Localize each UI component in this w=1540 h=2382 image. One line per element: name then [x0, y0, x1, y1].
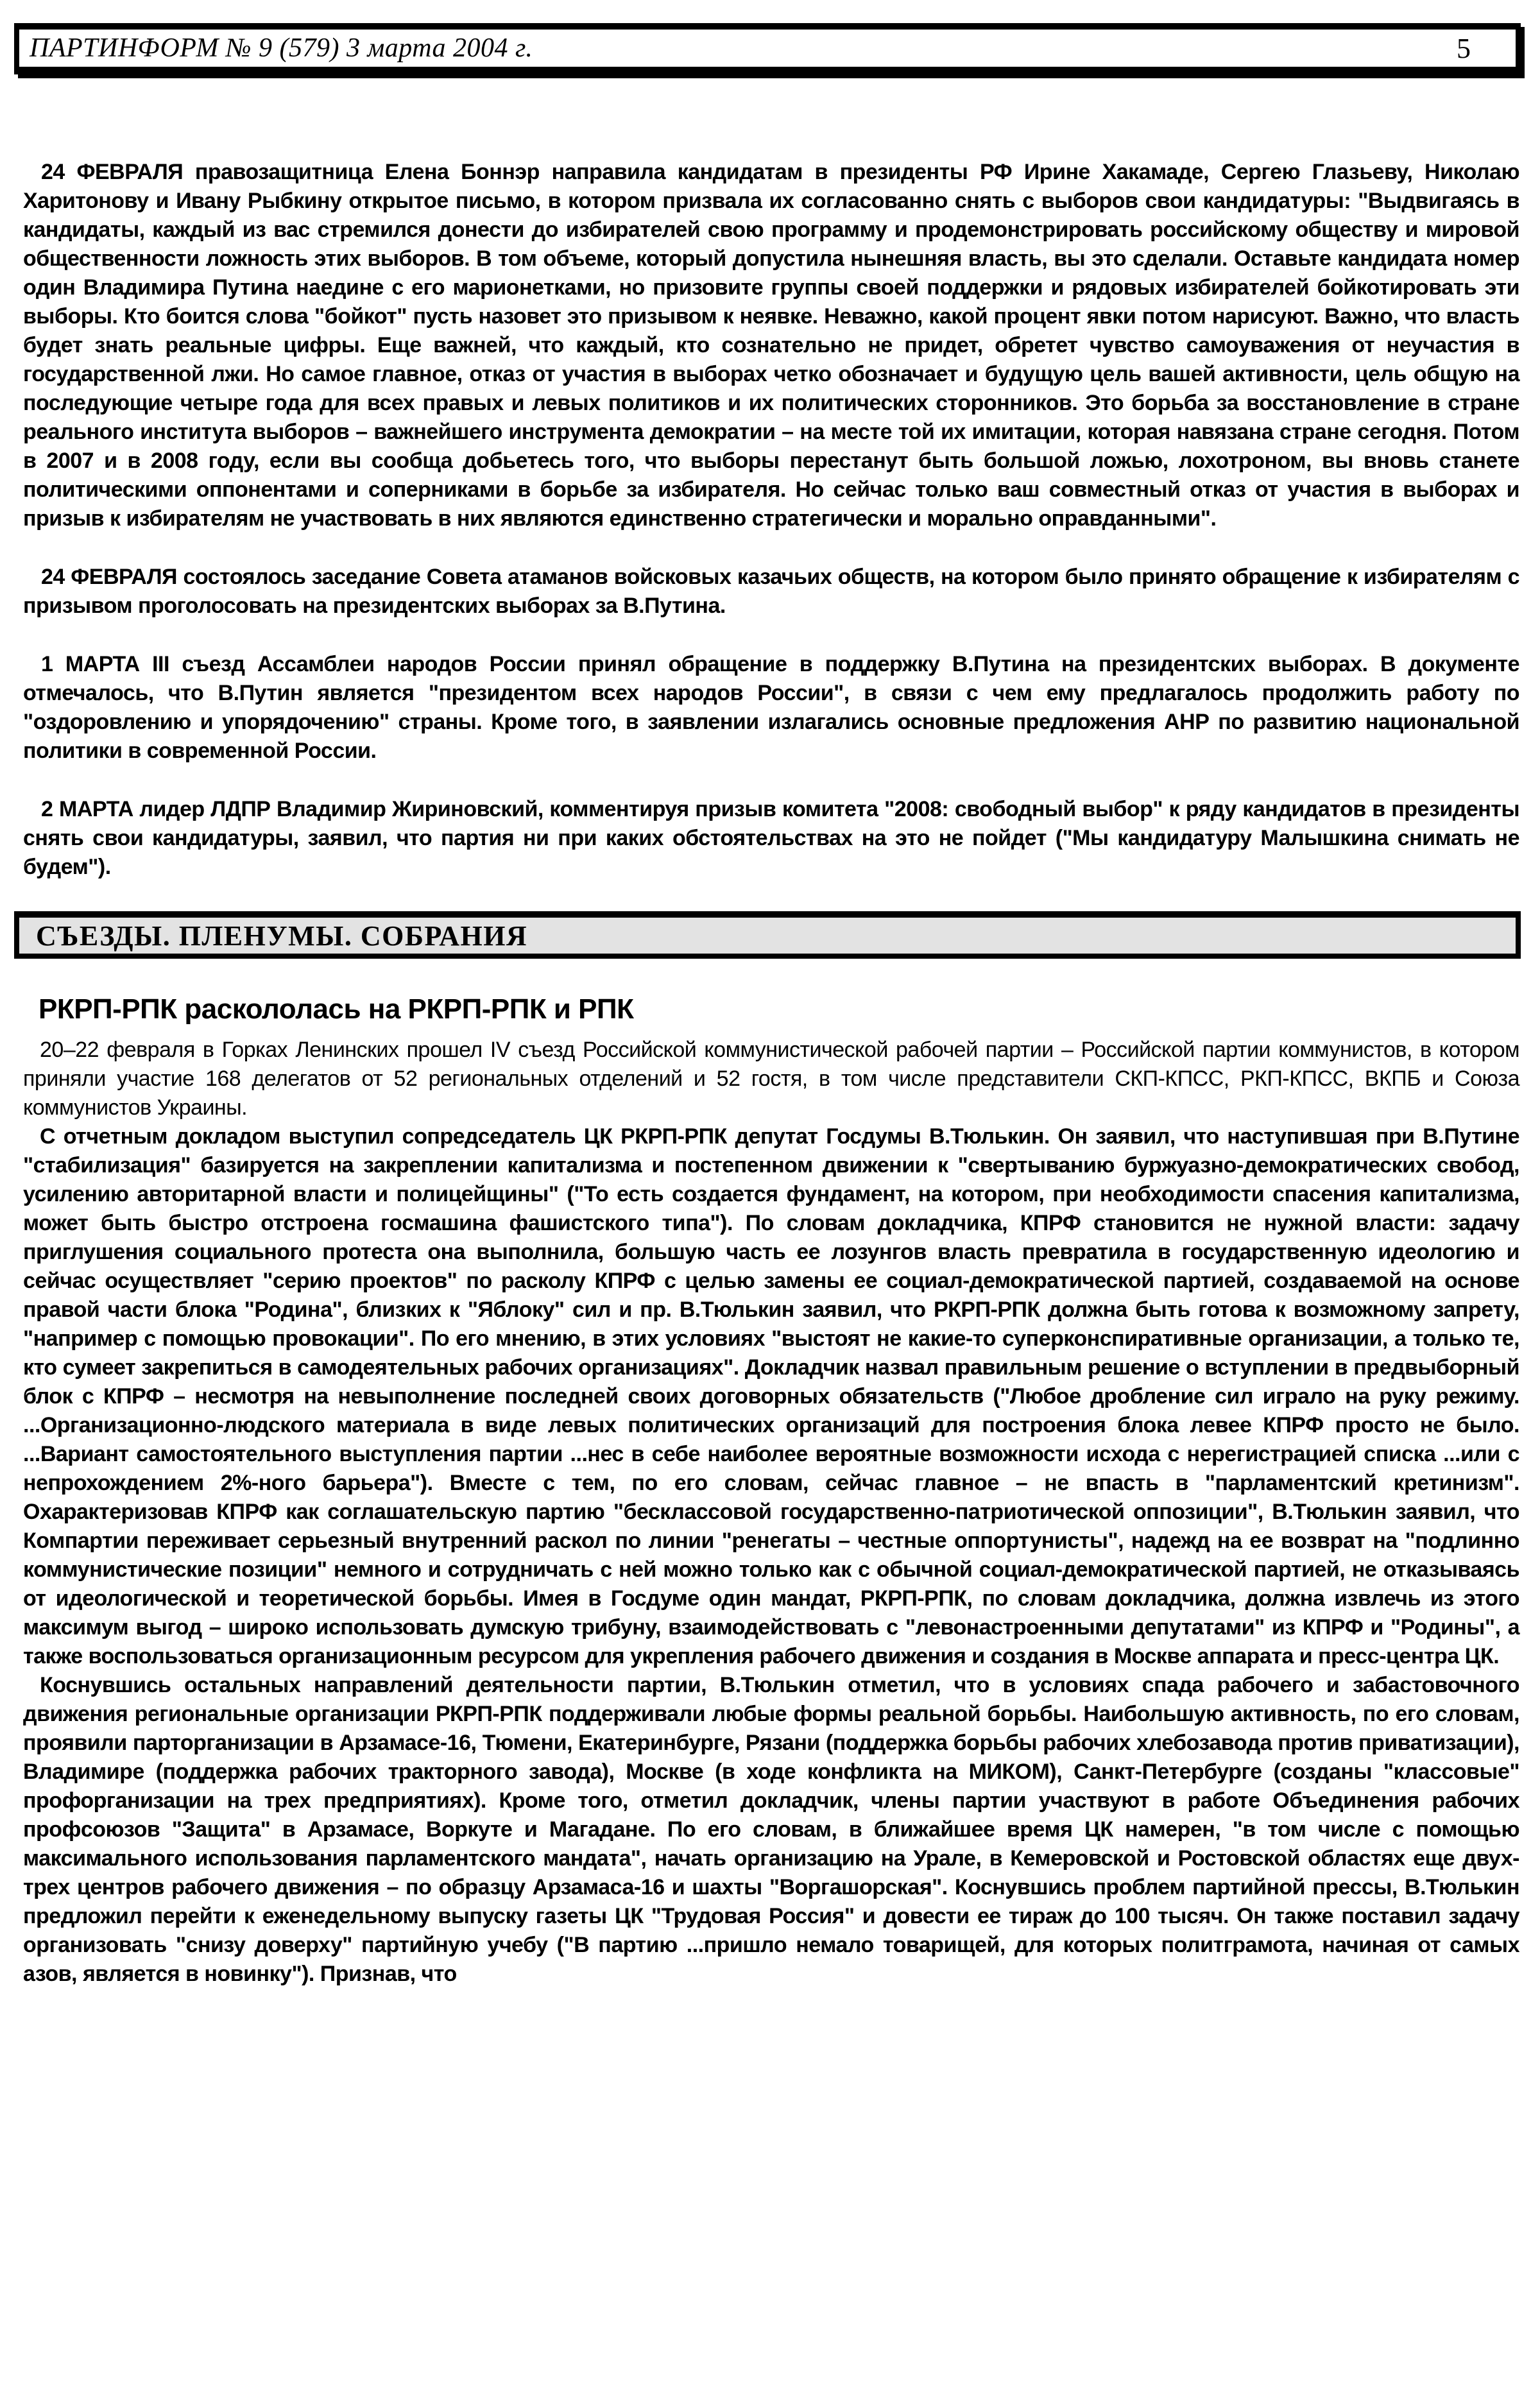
article-paragraph: С отчетным докладом выступил сопредседатель ЦК РКРП-РПК депутат Госдумы В.Тюлькин. Он заявил, что наступившая при В.Путине "стабилизация" базируется на закреплении капитализма и постепенном движении к "свертыванию буржуазно-демократических свобод, усилению авторитарной власти и полицейщины" ("То есть создается фундамент, на котором, при необходимости спасения капитализма, может быть быстро отстроена госмашина фашистского типа"). По словам докладчика, КПРФ становится не нужной власти: задачу приглушения социального протеста она выполнила, большую часть ее лозунгов власть превратила в государственную идеологию и сейчас осуществляет "серию проектов" по расколу КПРФ с целью замены ее социал-демократической партией, создаваемой на основе правой части блока "Родина", близких к "Яблоку" сил и пр. В.Тюлькин заявил, что РКРП-РПК должна быть готова к возможному запрету, "например с помощью провокации". По его мнению, в этих условиях "выстоят не какие-то суперконспиративные организации, а только те, кто сумеет закрепиться в самодеятельных рабочих организациях". Докладчик назвал правильным решение о вступлении в предвыборный блок с КПРФ – несмотря на невыполнение последней своих договорных обязательств ("Любое дробление сил играло на руку режиму. ...Организационно-людского материала в виде левых политических организаций для построения блока левее КПРФ просто не было. ...Вариант самостоятельного выступления партии ...нес в себе наиболее вероятные возможности исхода с нерегистрацией списка ...или с непрохождением 2%-ного барьера"). Вместе с тем, по его словам, сейчас главное – не впасть в "парламентский кретинизм". Охарактеризовав КПРФ как соглашательскую партию "бесклассовой государственно-патриотической оппозиции", В.Тюлькин заявил, что Компартии переживает серьезный внутренний раскол по линии "ренегаты – честные оппортунисты", надежд на ее возврат на "подлинно коммунистические позиции" немного и сотрудничать с ней можно только как с обычной социал-демократической партией, не отказываясь от идеологической и теоретической борьбы. Имея в Госдуме один мандат, РКРП-РПК, по словам докладчика, должна извлечь из этого максимум выгод – широко использовать думскую трибуну, взаимодействовать с "левонастроенными депутатами" из КПРФ и "Родины", а также воспользоваться организационным ресурсом для укрепления рабочего движения и создания в Москве аппарата и пресс-центра ЦК. — [23, 1124, 1519, 1668]
digest-item-date-lead: 1 МАРТА — [41, 652, 140, 676]
masthead-title: ПАРТИНФОРМ № 9 (579) 3 марта 2004 г. — [30, 33, 533, 63]
digest-item-text: правозащитница Елена Боннэр направила кандидатам в президенты РФ Ирине Хакамаде, Сергею Глазьеву, Николаю Харитонову и Ивану Рыбкину открытое письмо, в котором призвала их согласованно снять с выборов свои кандидатуры: "Выдвигаясь в кандидаты, каждый из вас стремился донести до избирателей свою программу и продемонстрировать российскому обществу и мировой общественности ложность этих выборов. В том объеме, который допустила нынешняя власть, вы это сделали. Оставьте кандидата номер один Владимира Путина наедине с его марионетками, но призовите группы своей поддержки и рядовых избирателей бойкотировать эти выборы. Кто боится слова "бойкот" пусть назовет это призывом к неявке. Неважно, какой процент явки потом нарисуют. Важно, что власть будет знать реальные цифры. Еще важней, что каждый, кто сознательно не придет, обретет чувство самоуважения от неучастия в государственной лжи. Но самое главное, отказ от участия в выборах четко обозначает и будущую цель вашей активности, цель общую на последующие четыре года для всех правых и левых политиков и их политических сторонников. Это борьба за восстановление в стране реального института выборов – важнейшего инструмента демократии – на месте той их имитации, которая навязана стране сегодня. Потом в 2007 и в 2008 году, если вы сообща добьетесь того, что выборы перестанут быть большой ложью, лохотроном, вы вновь станете политическими оппонентами и соперниками в борьбе за избирателя. Но сейчас только ваш совместный отказ от участия в выборах и призыв к избирателям не участвовать в них являются единственно стратегически и морально оправданными". — [23, 160, 1519, 531]
section-header-bar — [14, 911, 1521, 959]
digest-item — [23, 795, 1519, 882]
digest-item — [23, 563, 1519, 621]
article — [0, 993, 1540, 1989]
digest-item-date-lead: 24 ФЕВРАЛЯ — [41, 160, 184, 184]
digest-item — [23, 650, 1519, 766]
section-title: СЪЕЗДЫ. ПЛЕНУМЫ. СОБРАНИЯ — [36, 920, 528, 952]
news-digest — [0, 158, 1540, 882]
digest-item-date-lead: 24 ФЕВРАЛЯ — [41, 565, 177, 589]
article-paragraph: 20–22 февраля в Горках Ленинских прошел IV съезд Российской коммунистической рабочей партии – Российской партии коммунистов, в котором приняли участие 168 делегатов от 52 региональных отделений и 52 гостя, в том числе представители СКП-КПСС, РКП-КПСС, ВКПБ и Союза коммунистов Украины. — [23, 1038, 1519, 1120]
digest-item-date-lead: 2 МАРТА — [41, 797, 133, 821]
digest-item-text: лидер ЛДПР Владимир Жириновский, комментируя призыв комитета "2008: свободный выбор" к ряду кандидатов в президенты снять свои кандидатуры, заявил, что партия ни при каких обстоятельствах на это не пойдет ("Мы кандидатуру Малышкина снимать не будем"). — [23, 797, 1519, 879]
digest-item-text: состоялось заседание Совета атаманов войсковых казачьих обществ, на котором было принято обращение к избирателям с призывом проголосовать на президентских выборах за В.Путина. — [23, 565, 1519, 618]
masthead — [14, 23, 1521, 74]
page-number: 5 — [1457, 32, 1471, 64]
digest-item — [23, 158, 1519, 533]
digest-item-text: III съезд Ассамблеи народов России принял обращение в поддержку В.Путина на президентских выборах. В документе отмечалось, что В.Путин является "президентом всех народов России", в связи с чем ему предлагалось продолжить работу по "оздоровлению и упорядочению" страны. Кроме того, в заявлении излагались основные предложения АНР по развитию национальной политики в современной России. — [23, 652, 1519, 763]
article-heading: РКРП-РПК раскололась на РКРП-РПК и РПК — [38, 993, 634, 1025]
article-paragraph: Коснувшись остальных направлений деятельности партии, В.Тюлькин отметил, что в условиях спада рабочего и забастовочного движения региональные организации РКРП-РПК поддерживали любые формы реальной борьбы. Наибольшую активность, по его словам, проявили парторганизации в Арзамасе-16, Тюмени, Екатеринбурге, Рязани (поддержка борьбы рабочих хлебозавода против приватизации), Владимире (поддержка рабочих тракторного завода), Москве (в ходе конфликта на МИКОМ), Санкт-Петербурге (созданы "классовые" профорганизации на трех предприятиях). Кроме того, отметил докладчик, члены партии участвуют в работе Объединения рабочих профсоюзов "Защита" в Арзамасе, Воркуте и Магадане. По его словам, в ближайшее время ЦК намерен, "в том числе с помощью максимального использования парламентского мандата", начать организацию на Урале, в Кемеровской и Ростовской областях еще двух-трех центров рабочего движения – по образцу Арзамаса-16 и шахты "Воргашорская". Коснувшись проблем партийной прессы, В.Тюлькин предложил перейти к еженедельному выпуску газеты ЦК "Трудовая Россия" и довести ее тираж до 100 тысяч. Он также поставил задачу организовать "снизу доверху" партийную учебу ("В партию ...пришло немало товарищей, для которых политграмота, начиная от самых азов, является в новинку"). Признав, что — [23, 1673, 1519, 1986]
